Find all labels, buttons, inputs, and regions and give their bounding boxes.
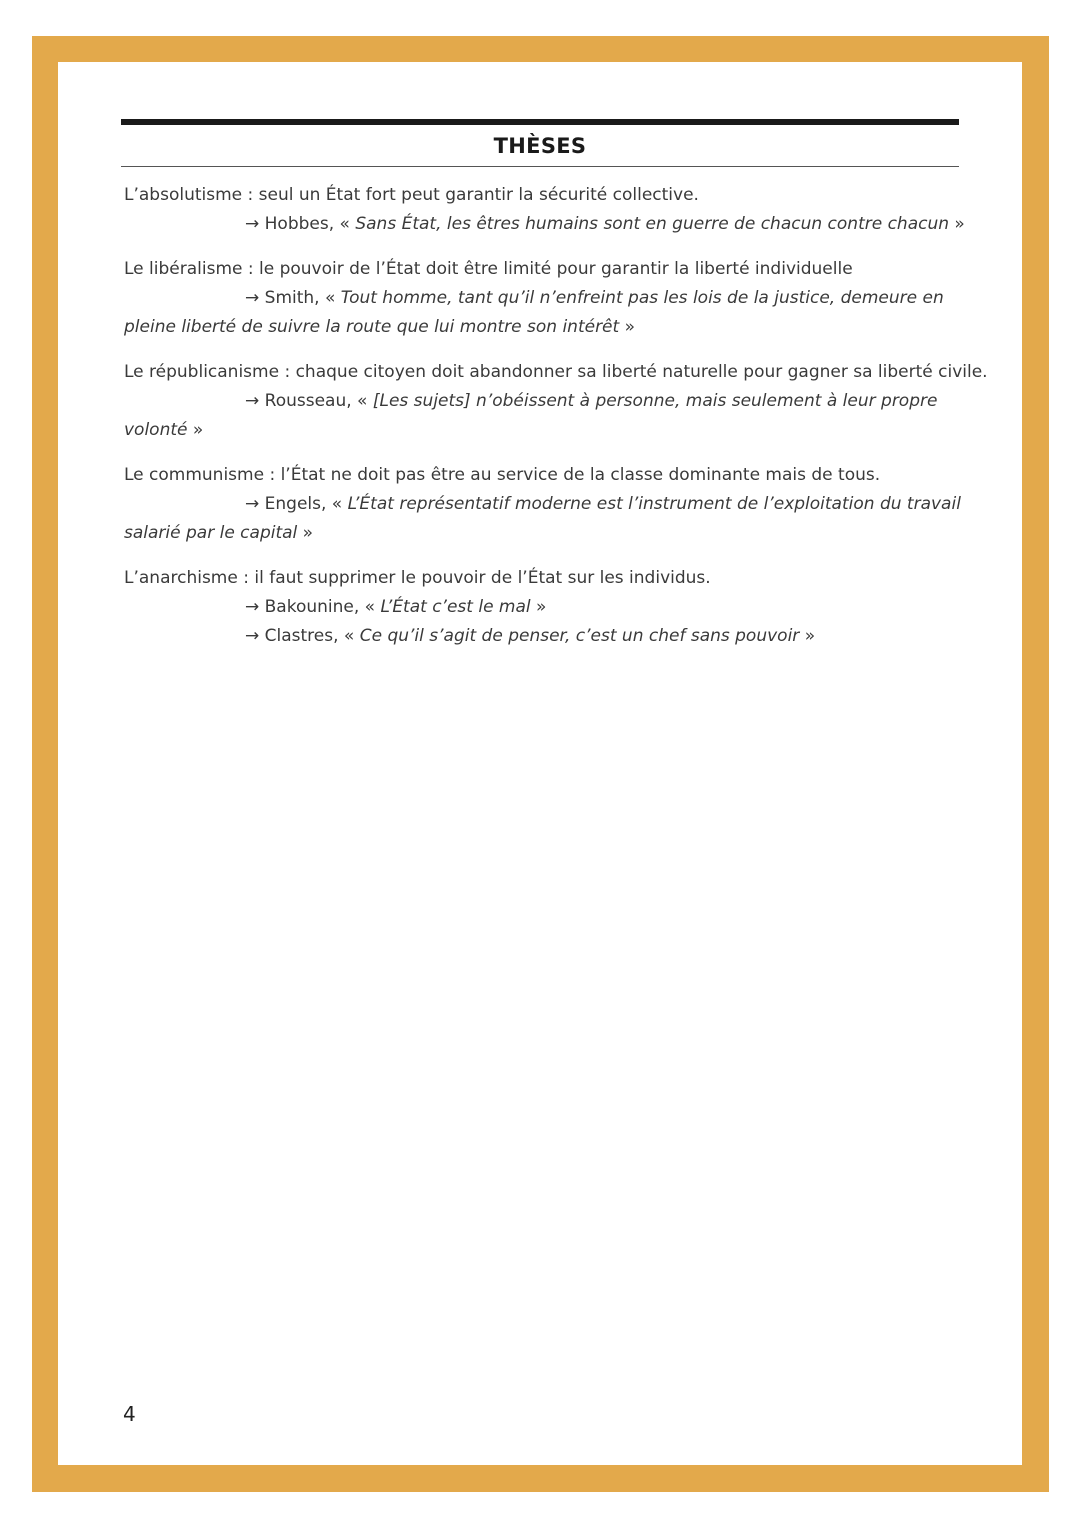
quote-smith-continued	[124, 313, 974, 342]
quote-text-continued: pleine liberté de suivre la route que lui montre son intérêt	[124, 317, 620, 337]
quote-text: Tout homme, tant qu’il n’enfreint pas les lois de la justice, demeure en	[340, 288, 944, 308]
thesis-statement: Le communisme : l’État ne doit pas être au service de la classe dominante mais de tous.	[124, 465, 881, 485]
quote-text: [Les sujets] n’obéissent à personne, mais seulement à leur propre	[372, 391, 938, 411]
thesis-statement: Le républicanisme : chaque citoyen doit abandonner sa liberté naturelle pour gagner sa liberté civile.	[124, 362, 988, 382]
thesis-republicanisme	[124, 358, 988, 445]
quote-close: »	[799, 626, 816, 646]
quote-text: L’État c’est le mal	[380, 597, 531, 617]
quote-author: → Hobbes, «	[245, 214, 356, 234]
quote-author: → Smith, «	[245, 288, 341, 308]
quote-rousseau	[124, 387, 974, 416]
quote-engels	[124, 490, 974, 519]
thesis-anarchisme	[124, 564, 974, 651]
heading-top-rule	[121, 119, 959, 125]
page-title: THÈSES	[493, 134, 587, 158]
quote-close: »	[949, 214, 965, 234]
thesis-liberalisme	[124, 255, 974, 342]
thesis-absolutisme	[124, 181, 974, 239]
quote-close: »	[297, 523, 314, 543]
quote-close: »	[530, 597, 547, 617]
quote-engels-continued	[124, 519, 974, 548]
page-number: 4	[123, 1402, 136, 1426]
quote-hobbes	[124, 210, 974, 239]
quote-close: »	[619, 317, 635, 337]
quote-clastres	[124, 622, 974, 651]
quote-text: Sans État, les êtres humains sont en guerre de chacun contre chacun	[355, 214, 950, 234]
quote-text-continued: volonté	[124, 420, 188, 440]
quote-text: L’État représentatif moderne est l’instrument de l’exploitation du travail	[347, 494, 961, 514]
quote-bakounine	[124, 593, 974, 622]
thesis-statement: L’anarchisme : il faut supprimer le pouvoir de l’État sur les individus.	[124, 568, 711, 588]
document-page	[58, 62, 1022, 1465]
quote-text: Ce qu’il s’agit de penser, c’est un chef sans pouvoir	[359, 626, 800, 646]
heading-block	[121, 119, 959, 167]
quote-text-continued: salarié par le capital	[124, 523, 298, 543]
quote-author: → Rousseau, «	[245, 391, 373, 411]
heading-bottom-rule	[121, 166, 959, 167]
quote-smith	[124, 284, 974, 313]
quote-author: → Bakounine, «	[245, 597, 381, 617]
theses-list	[124, 181, 988, 667]
thesis-communisme	[124, 461, 974, 548]
thesis-statement: Le libéralisme : le pouvoir de l’État doit être limité pour garantir la liberté individuelle	[124, 259, 853, 279]
quote-author: → Clastres, «	[245, 626, 360, 646]
quote-rousseau-continued	[124, 416, 974, 445]
quote-close: »	[187, 420, 204, 440]
quote-author: → Engels, «	[245, 494, 348, 514]
thesis-statement: L’absolutisme : seul un État fort peut garantir la sécurité collective.	[124, 185, 699, 205]
